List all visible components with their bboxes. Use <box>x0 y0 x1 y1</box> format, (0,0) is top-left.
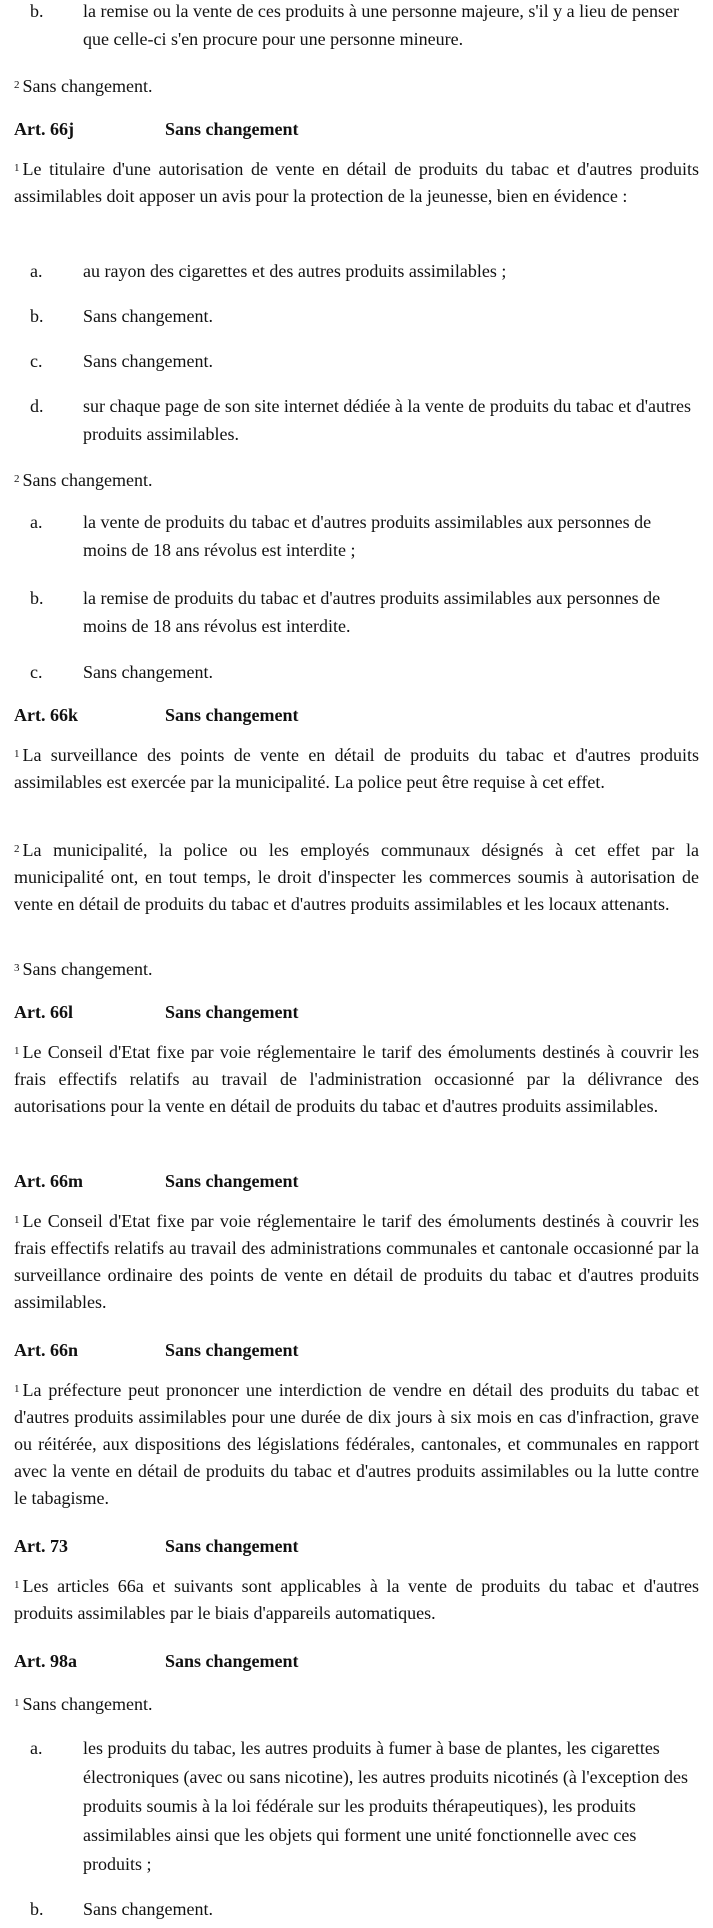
article-number: Art. 73 <box>14 1536 68 1556</box>
paragraph <box>14 1573 699 1627</box>
paragraph-number: 1 <box>14 1383 20 1395</box>
paragraph-number: 2 <box>14 473 20 485</box>
list-item-letter: a. <box>30 1738 43 1758</box>
paragraph <box>14 72 699 100</box>
paragraph-number: 2 <box>14 843 20 855</box>
paragraph-text: Sans changement. <box>22 470 153 490</box>
article-status: Sans changement <box>165 1340 299 1360</box>
list-item-letter: b. <box>30 588 44 608</box>
list-item-letter: a. <box>30 261 43 281</box>
paragraph-text: Le Conseil d'Etat fixe par voie réglementaire le tarif des émoluments destinés à couvrir les frais effectifs relatifs au travail de l'administration occasionné par la délivrance des autorisations pour la vente en détail de produits du tabac et d'autres produits assimilables. <box>14 1042 699 1116</box>
paragraph-text: La préfecture peut prononcer une interdiction de vendre en détail des produits du tabac et d'autres produits assimilables pour une durée de dix jours à six mois en cas d'infraction, grave ou réitérée, aux dispositions des législations fédérales, cantonales, et communales en rapport avec la vente en détail de produits du tabac et d'autres produits assimilables ou la lutte contre le tabagisme. <box>14 1380 699 1508</box>
list-item-letter: b. <box>30 1 44 21</box>
article-status: Sans changement <box>165 1002 299 1022</box>
list-item-text: la remise de produits du tabac et d'autres produits assimilables aux personnes de moins de 18 ans révolus est interdite. <box>83 588 661 636</box>
article-status: Sans changement <box>165 1171 299 1191</box>
paragraph <box>14 1377 699 1512</box>
paragraph-number: 1 <box>14 1214 20 1226</box>
paragraph <box>14 1690 699 1718</box>
article-status: Sans changement <box>165 1651 299 1671</box>
paragraph <box>14 742 699 796</box>
article-number: Art. 66j <box>14 119 74 139</box>
list-item-text: la vente de produits du tabac et d'autres produits assimilables aux personnes de moins de 18 ans révolus est interdite ; <box>83 512 652 560</box>
list-item-letter: b. <box>30 1899 44 1919</box>
paragraph-text: Les articles 66a et suivants sont applicables à la vente de produits du tabac et d'autres produits assimilables par le biais d'appareils automatiques. <box>14 1576 699 1623</box>
article-number: Art. 66l <box>14 1002 73 1022</box>
paragraph-number: 2 <box>14 79 20 91</box>
paragraph-text: Le titulaire d'une autorisation de vente en détail de produits du tabac et d'autres produits assimilables doit apposer un avis pour la protection de la jeunesse, bien en évidence : <box>14 159 699 206</box>
paragraph-number: 1 <box>14 1045 20 1057</box>
article-status: Sans changement <box>165 119 299 139</box>
paragraph <box>14 837 699 918</box>
paragraph <box>14 955 699 983</box>
paragraph-text: La surveillance des points de vente en détail de produits du tabac et d'autres produits assimilables est exercée par la municipalité. La police peut être requise à cet effet. <box>14 745 699 792</box>
paragraph <box>14 1039 699 1120</box>
paragraph-number: 1 <box>14 748 20 760</box>
list-item-letter: c. <box>30 351 43 371</box>
paragraph <box>14 466 699 494</box>
paragraph <box>14 1208 699 1316</box>
list-item-letter: b. <box>30 306 44 326</box>
paragraph-number: 1 <box>14 1697 20 1709</box>
list-item-letter: c. <box>30 662 43 682</box>
list-item-text: Sans changement. <box>83 662 213 682</box>
paragraph-text: Sans changement. <box>22 1694 153 1714</box>
list-item-text: Sans changement. <box>83 351 213 371</box>
article-status: Sans changement <box>165 1536 299 1556</box>
article-number: Art. 98a <box>14 1651 77 1671</box>
paragraph-text: Sans changement. <box>22 76 153 96</box>
article-number: Art. 66m <box>14 1171 83 1191</box>
list-item-text: la remise ou la vente de ces produits à une personne majeure, s'il y a lieu de penser que celle-ci s'en procure pour une personne mineure. <box>83 1 680 49</box>
paragraph-text: Le Conseil d'Etat fixe par voie réglementaire le tarif des émoluments destinés à couvrir les frais effectifs relatifs au travail des administrations communales et cantonale occasionné par la surveillance ordinaire des points de vente en détail de produits du tabac et d'autres produits assimilables. <box>14 1211 699 1312</box>
list-item-text: au rayon des cigarettes et des autres produits assimilables ; <box>83 261 507 281</box>
article-status: Sans changement <box>165 705 299 725</box>
article-number: Art. 66n <box>14 1340 78 1360</box>
list-item-text: les produits du tabac, les autres produits à fumer à base de plantes, les cigarettes électroniques (avec ou sans nicotine), les autres produits nicotinés (à l'exception des produits soumis à la loi fédérale sur les produits thérapeutiques), les produits assimilables ainsi que les objets qui forment une unité fonctionnelle avec ces produits ; <box>83 1738 689 1874</box>
list-item-letter: a. <box>30 512 43 532</box>
list-item-text: Sans changement. <box>83 1899 213 1919</box>
article-number: Art. 66k <box>14 705 78 725</box>
list-item-letter: d. <box>30 396 44 416</box>
paragraph-number: 1 <box>14 162 20 174</box>
paragraph-number: 3 <box>14 962 20 974</box>
paragraph <box>14 156 699 210</box>
list-item-text: Sans changement. <box>83 306 213 326</box>
paragraph-text: La municipalité, la police ou les employés communaux désignés à cet effet par la municipalité ont, en tout temps, le droit d'inspecter les commerces soumis à autorisation de vente en détail de produits du tabac et d'autres produits assimilables et les locaux attenants. <box>14 840 699 914</box>
list-item-text: sur chaque page de son site internet dédiée à la vente de produits du tabac et d'autres produits assimilables. <box>83 396 692 444</box>
paragraph-number: 1 <box>14 1579 20 1591</box>
paragraph-text: Sans changement. <box>22 959 153 979</box>
